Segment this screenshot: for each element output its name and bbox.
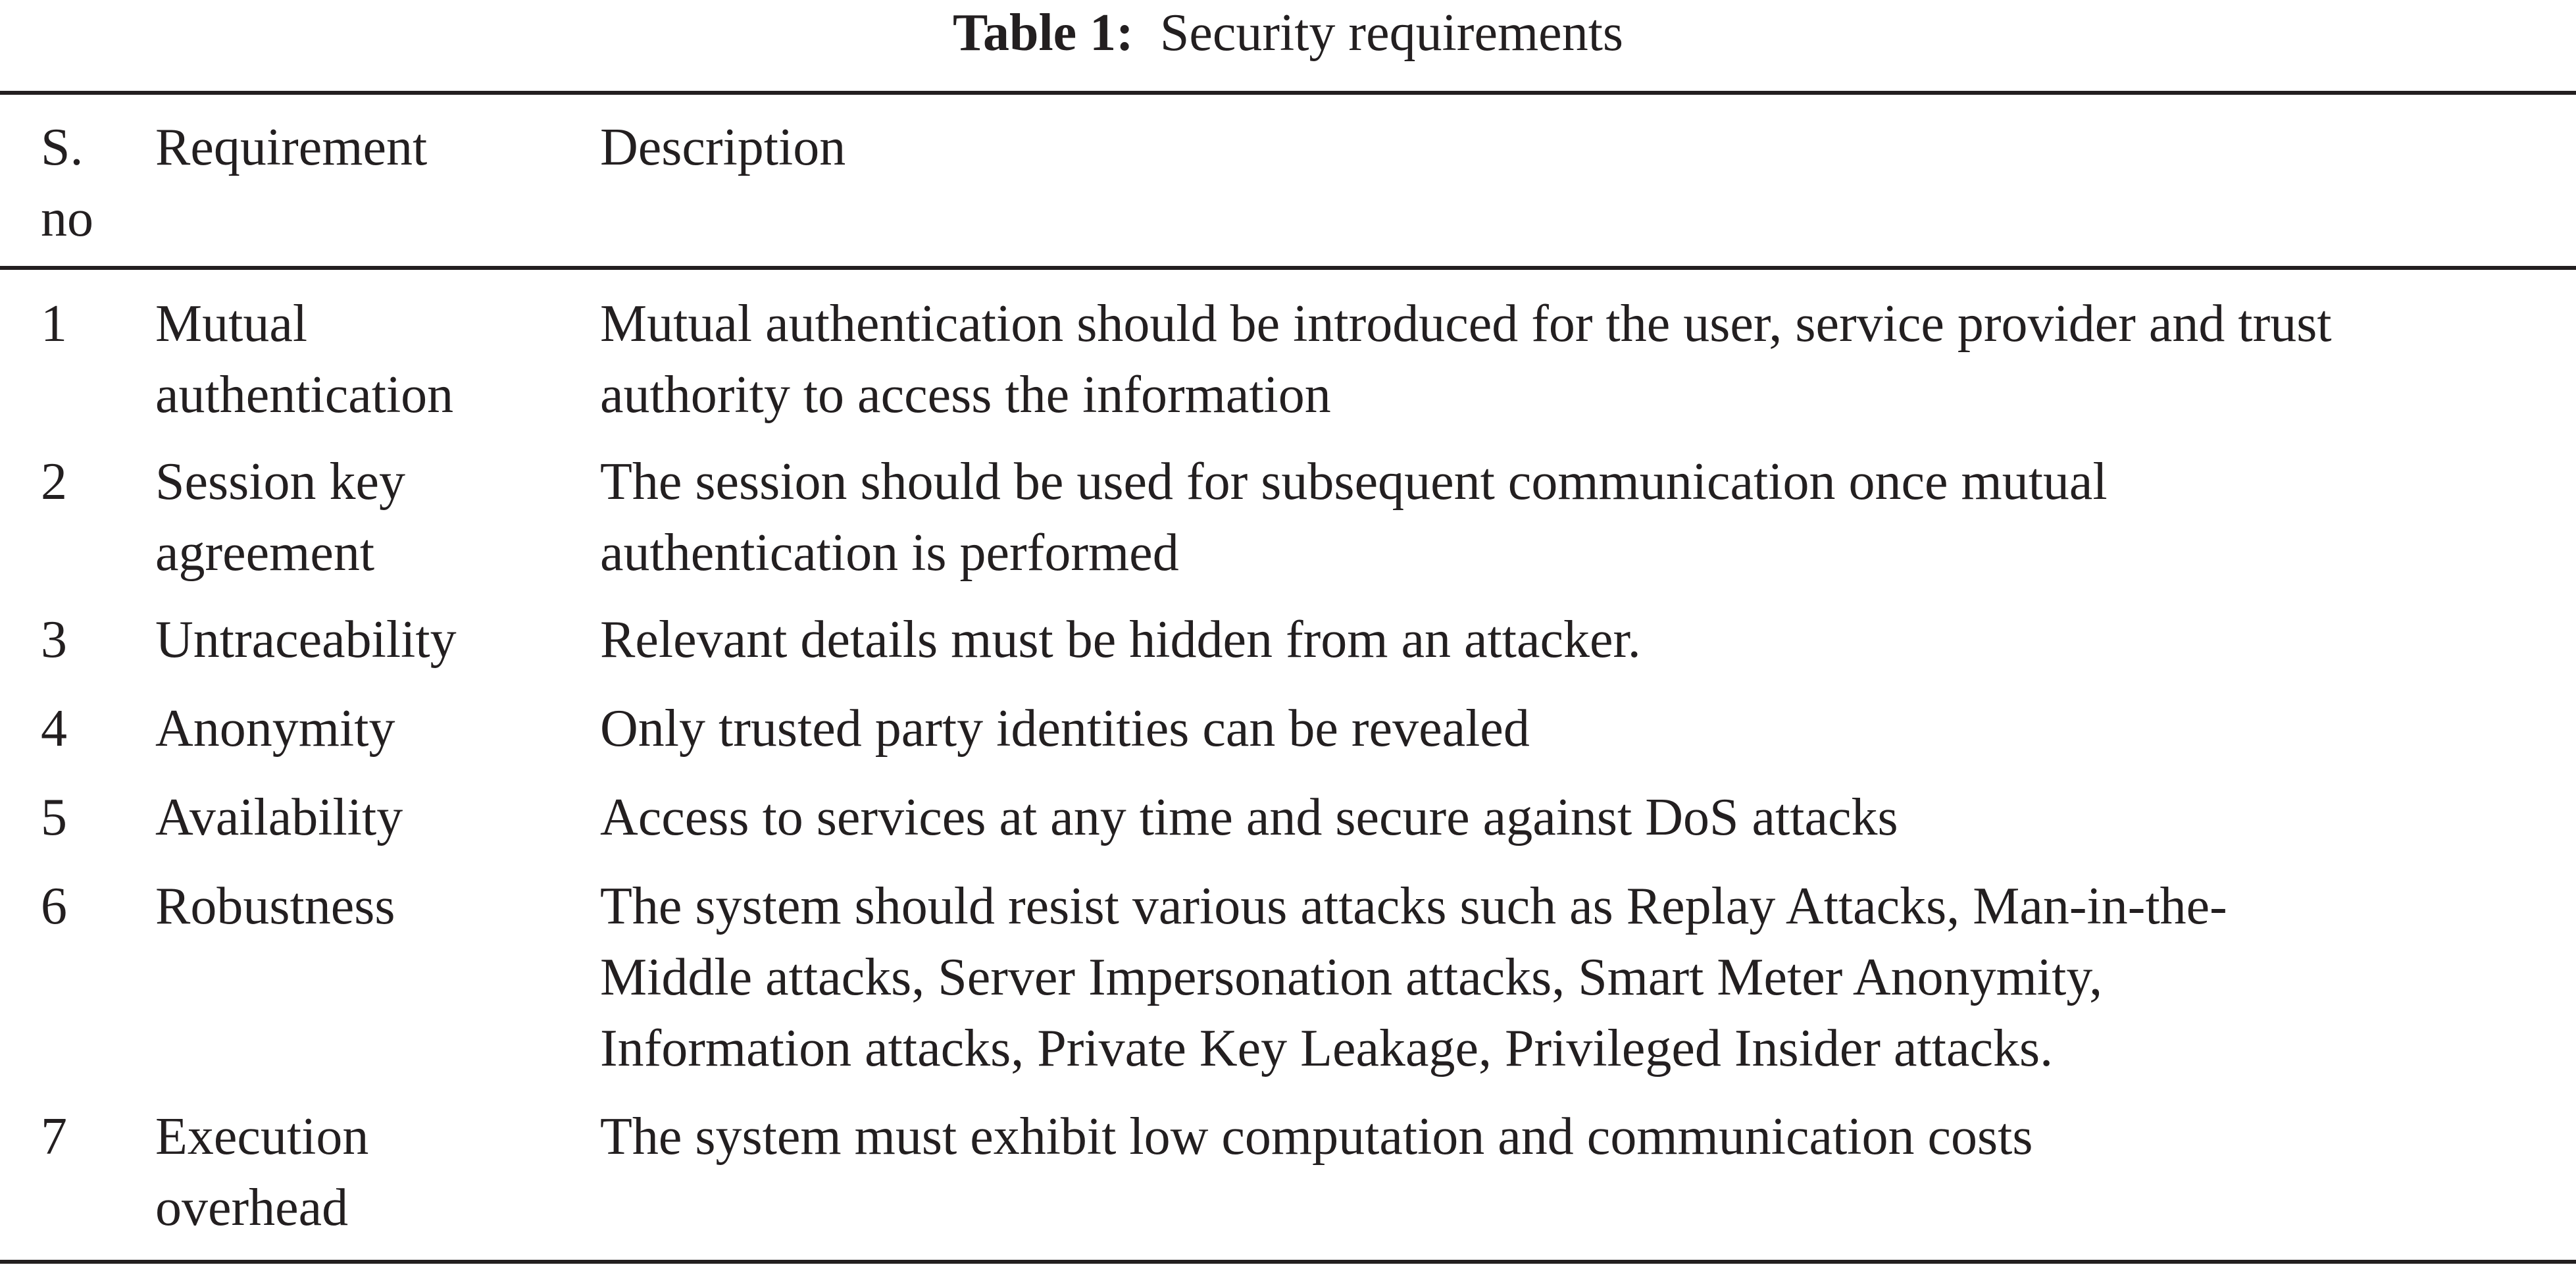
row-7-description: The system must exhibit low computation and communication costs [600, 1108, 2033, 1166]
row-7-requirement: Execution overhead [155, 1108, 369, 1237]
row-1-sno: 1 [41, 295, 67, 353]
row-3-description: Relevant details must be hidden from an attacker. [600, 611, 1641, 669]
row-6-description: The system should resist various attacks such as Replay Attacks, Man-in-the- Middle attacks, Server Impersonation attacks, Smart Meter Anonymity, Information attacks, Private Key Leakage, Privileged Insider attacks. [600, 877, 2227, 1077]
table-bottom-rule [0, 1260, 2576, 1264]
row-4-requirement: Anonymity [155, 700, 395, 758]
caption-text: Security requirements [1159, 4, 1624, 62]
row-1-requirement: Mutual authentication [155, 295, 454, 424]
row-2-description: The session should be used for subsequent communication once mutual authentication is performed [600, 453, 2108, 582]
header-sno: S. no [41, 118, 93, 247]
row-5-requirement: Availability [155, 789, 403, 846]
table-top-rule [0, 91, 2576, 95]
row-7-sno: 7 [41, 1108, 67, 1166]
row-1-description: Mutual authentication should be introduced for the user, service provider and trust authority to access the information [600, 295, 2332, 424]
row-5-sno: 5 [41, 789, 67, 846]
row-2-sno: 2 [41, 453, 67, 511]
table-header-rule [0, 266, 2576, 270]
row-3-requirement: Untraceability [155, 611, 457, 669]
table-caption [0, 0, 2576, 71]
row-6-requirement: Robustness [155, 877, 395, 935]
header-description: Description [600, 118, 846, 176]
row-4-description: Only trusted party identities can be revealed [600, 700, 1530, 758]
row-4-sno: 4 [41, 700, 67, 758]
caption-label: Table 1: [952, 4, 1134, 62]
row-5-description: Access to services at any time and secure against DoS attacks [600, 789, 1898, 846]
row-3-sno: 3 [41, 611, 67, 669]
row-6-sno: 6 [41, 877, 67, 935]
header-requirement: Requirement [155, 118, 428, 176]
row-2-requirement: Session key agreement [155, 453, 405, 582]
